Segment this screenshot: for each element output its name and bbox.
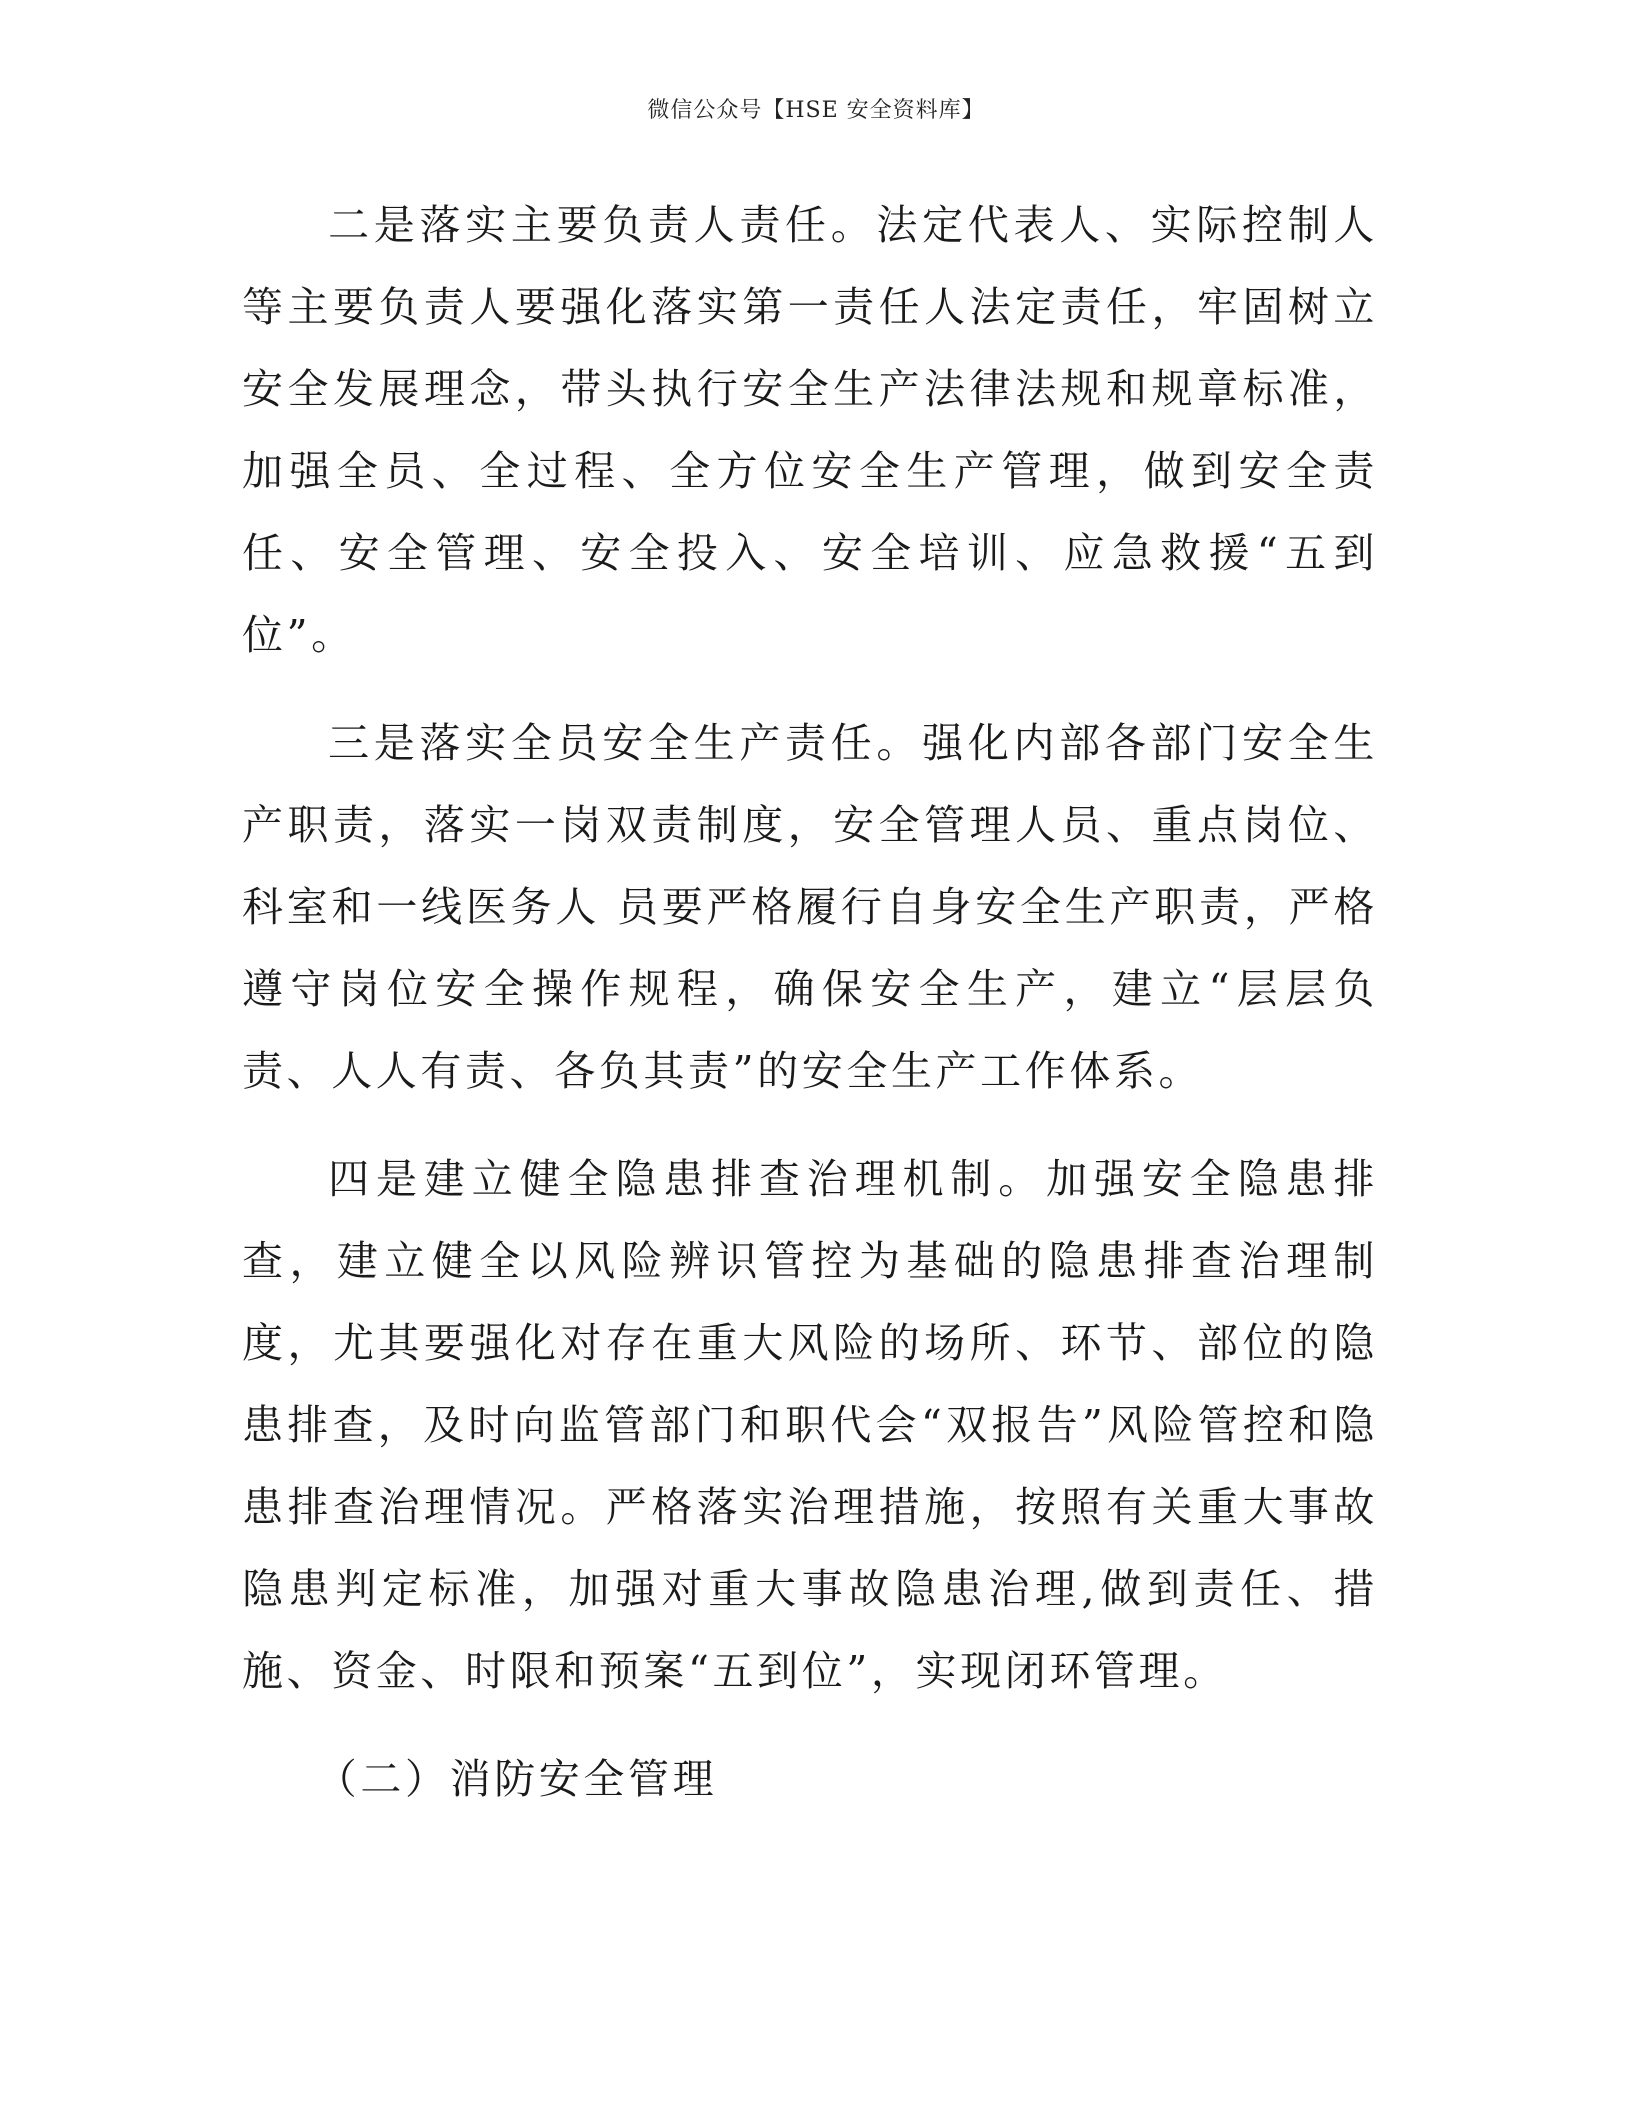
page-header: 微信公众号【HSE 安全资料库】 — [647, 98, 985, 123]
paragraph-all-staff-responsibility: 三是落实全员安全生产责任。强化内部各部门安全生产职责，落实一岗双责制度，安全管理人员、重点岗位、科室和一线医务人 员要严格履行自身安全生产职责，严格遵守岗位安全操作规程，确保安全生产，建立“层层负责、人人有责、各负其责”的安全生产工作体系。 — [242, 719, 1378, 1095]
paragraph-main-responsibility: 二是落实主要负责人责任。法定代表人、实际控制人等主要负责人要强化落实第一责任人法定责任，牢固树立安全发展理念，带头执行安全生产法律法规和规章标准，加强全员、全过程、全方位安全生产管理，做到安全责任、安全管理、安全投入、安全培训、应急救援“五到位”。 — [242, 201, 1378, 659]
document-body — [242, 184, 1378, 1820]
paragraph-hazard-inspection: 四是建立健全隐患排查治理机制。加强安全隐患排查，建立健全以风险辨识管控为基础的隐患排查治理制度，尤其要强化对存在重大风险的场所、环节、部位的隐患排查，及时向监管部门和职代会“双报告”风险管控和隐患排查治理情况。严格落实治理措施，按照有关重大事故隐患判定标准，加强对重大事故隐患治理,做到责任、措施、资金、时限和预案“五到位”，实现闭环管理。 — [242, 1155, 1378, 1695]
section-heading: （二）消防安全管理 — [315, 1755, 718, 1803]
